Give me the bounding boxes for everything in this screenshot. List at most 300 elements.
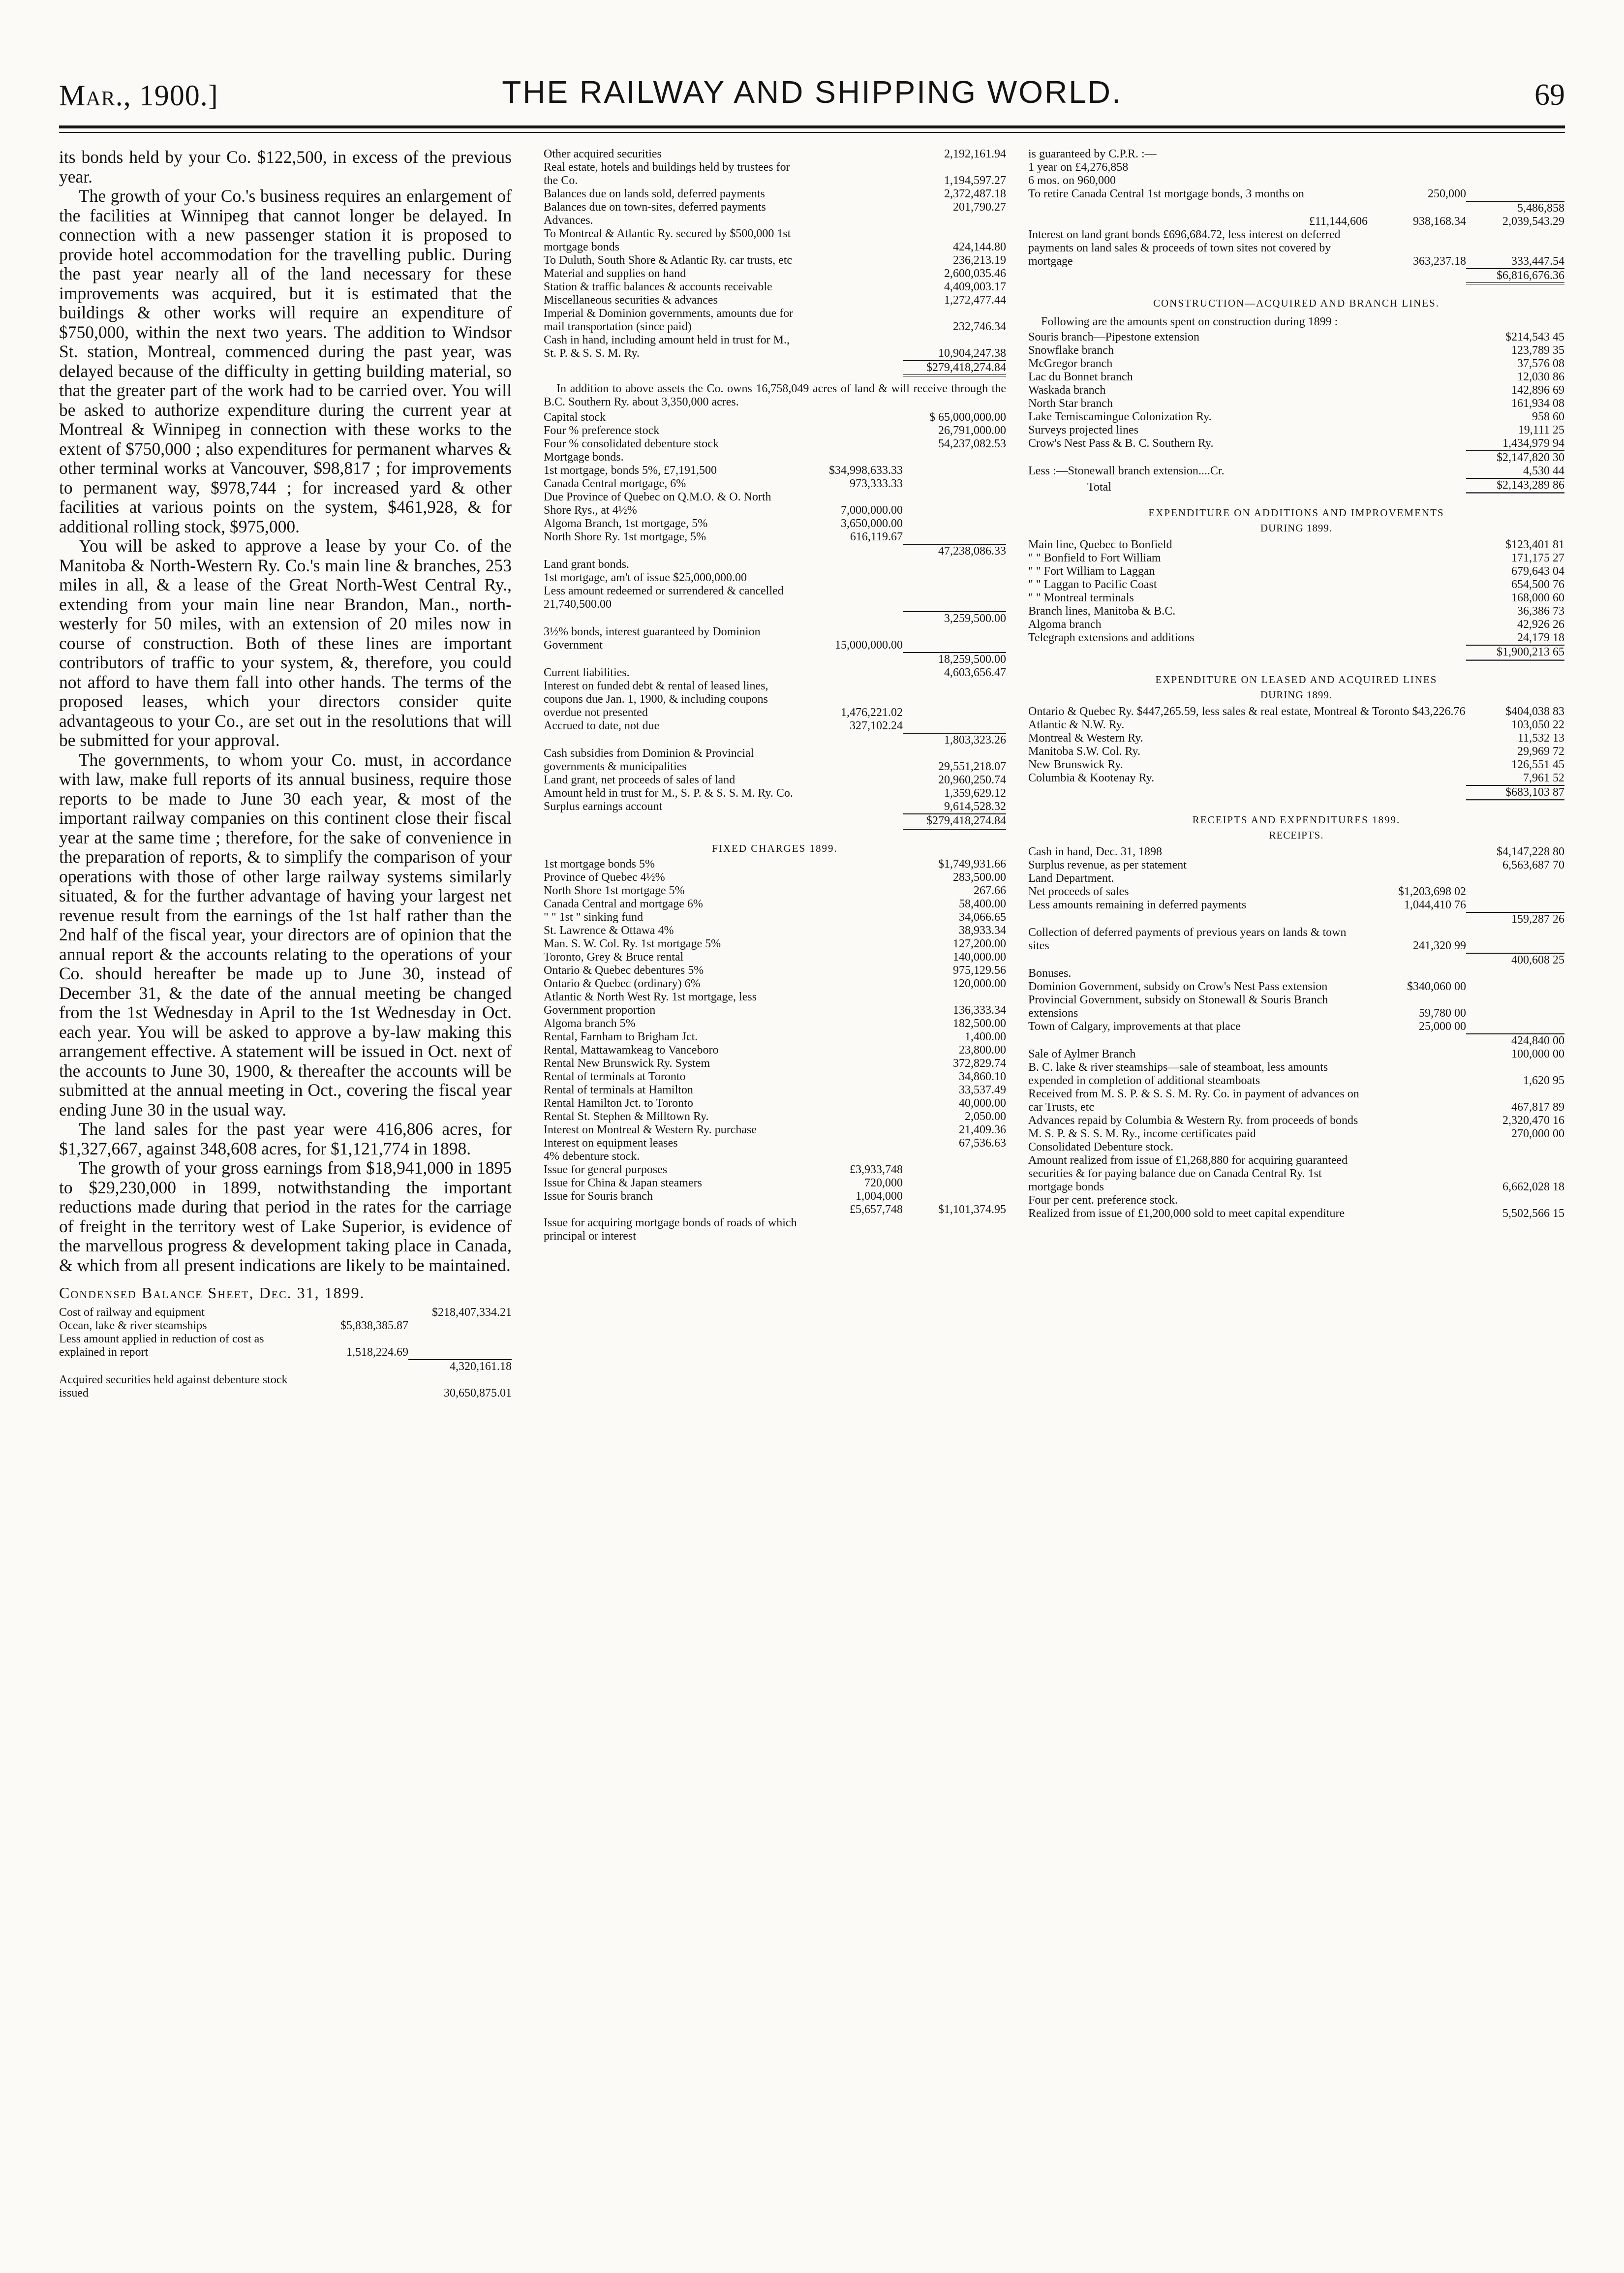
ledger-subamount: 1,518,224.69	[346, 1346, 408, 1359]
ledger-label: Montreal & Western Ry.	[1028, 732, 1143, 745]
ledger-amount: 171,175 27	[1511, 552, 1564, 564]
ledger-amount: 54,237,082.53	[938, 437, 1006, 450]
ledger-label: Ontario & Quebec (ordinary) 6%	[544, 977, 701, 990]
ledger-amount: $404,038 83	[1505, 705, 1564, 718]
ledger-amount: 4,320,161.18	[408, 1359, 512, 1373]
ledger-subamount: $340,060 00	[1407, 980, 1466, 993]
ledger-label: North Shore Ry. 1st mortgage, 5%	[544, 530, 706, 543]
ledger-amount: $1,749,931.66	[938, 858, 1006, 871]
ledger-row	[544, 491, 1006, 517]
ledger-label: Cash in hand, Dec. 31, 1898	[1028, 845, 1162, 858]
ledger-label: M. S. P. & S. S. M. Ry., income certificates paid	[1028, 1127, 1256, 1140]
ledger-label: Four % consolidated debenture stock	[544, 437, 719, 450]
ledger-row	[544, 991, 1006, 1017]
report-paragraph: The growth of your Co.'s business requires an enlargement of the facilities at Winnipeg that cannot longer be delayed. In connection with a new passenger station it is proposed to provide hotel accommodation for the travelling public. During the past year nearly all of the land necessary for these improvements was acquired, but it is estimated that the buildings & other works will require an expenditure of $750,000, within the next two years. The addition to Windsor St. station, Montreal, commenced during the past year, was delayed because of the difficulty in getting building material, so that the greater part of the work had to be carried over. You will be asked to authorize expenditure during the current year at Montreal & Winnipeg in connection with these works to the extent of $750,000 ; also expenditures for permanent wharves & other terminal works at Vancouver, $98,817 ; for improvements to permanent way, $978,744 ; for increased yard & other facilities at various points on the system, $461,928, & for additional rolling stock, $975,000.	[59, 186, 512, 536]
ledger-amount: 34,860.10	[959, 1070, 1006, 1083]
ledger-amount: 2,050.00	[965, 1110, 1006, 1123]
ledger-row	[544, 294, 1006, 307]
ledger-amount: 232,746.34	[953, 320, 1006, 333]
guaranteed-rows	[1028, 148, 1564, 215]
ledger-row	[544, 774, 1006, 787]
ledger-amount: 34,066.65	[959, 911, 1006, 924]
ledger-label: Rental, Mattawamkeag to Vanceboro	[544, 1044, 719, 1057]
ledger-label: is guaranteed by C.P.R. :—	[1028, 148, 1157, 160]
ledger-amount: $123,401 81	[1505, 538, 1564, 551]
total-mid: 938,168.34	[1413, 215, 1466, 228]
ledger-amount: 182,500.00	[953, 1017, 1006, 1030]
ledger-row	[544, 214, 1006, 227]
ledger-label: Telegraph extensions and additions	[1028, 631, 1195, 644]
ledger-row	[1028, 578, 1564, 592]
ledger-amount: 19,111 25	[1518, 424, 1564, 436]
ledger-row	[1028, 885, 1564, 899]
ledger-row	[1028, 1033, 1564, 1048]
fixed-charges-grand-total: $6,816,676.36	[1466, 268, 1564, 284]
report-paragraph: its bonds held by your Co. $122,500, in excess of the previous year.	[59, 147, 512, 187]
ledger-amount: 47,238,086.33	[903, 544, 1006, 558]
assets-rows	[544, 148, 1006, 360]
report-paragraph: You will be asked to approve a lease by your Co. of the Manitoba & North-Western Ry. Co.'s main line & branches, 253 miles in all, & a lease of the Great North-West Central Ry., extending from your main line near Brandon, Man., north-westerly for 50 miles, with an extension of 20 miles now in course of construction. Both of these lines are important contributors of traffic to your system, &, therefore, you could not afford to have them fall into other hands. The terms of the proposed leases, which your directors consider quite advantageous to your Co., are set out in the resolutions that will be submitted for your approval.	[59, 536, 512, 750]
ledger-label: Issue for general purposes	[544, 1163, 668, 1176]
ledger-row	[1028, 980, 1564, 994]
ledger-label: Imperial & Dominion governments, amounts due for mail transportation (since paid)	[544, 307, 794, 333]
ledger-row	[544, 227, 1006, 254]
fixed-charges-total-row	[1028, 268, 1564, 284]
ledger-label: St. Lawrence & Ottawa 4%	[544, 924, 674, 937]
ledger-label: Balances due on town-sites, deferred payments	[544, 201, 766, 214]
ledger-amount: 67,536.63	[959, 1137, 1006, 1150]
ledger-label: Due Province of Quebec on Q.M.O. & O. North Shore Rys., at 4½%	[544, 491, 771, 517]
ledger-label: Ontario & Quebec debentures 5%	[544, 964, 704, 977]
ledger-label: Rental of terminals at Hamilton	[544, 1084, 693, 1096]
ledger-label: Less amount applied in reduction of cost as explained in report	[59, 1333, 264, 1359]
ledger-row	[544, 680, 1006, 719]
ledger-amount: 24,179 18	[1517, 631, 1564, 644]
ledger-row	[1028, 1141, 1564, 1154]
ledger-row	[1028, 872, 1564, 885]
ledger-row	[544, 733, 1006, 747]
ledger-subamount: 363,237.18	[1413, 255, 1466, 268]
ledger-row	[1028, 331, 1564, 344]
ledger-label: Four % preference stock	[544, 424, 660, 437]
ledger-row	[544, 1190, 1006, 1203]
ledger-label: Accrued to date, not due	[544, 719, 660, 732]
ledger-row	[544, 964, 1006, 977]
liabilities-total-row	[544, 813, 1006, 830]
ledger-row	[59, 1373, 512, 1400]
fixed-charges-totals	[1028, 215, 1564, 228]
ledger-amount: 283,500.00	[953, 871, 1006, 884]
ledger-label: Interest on land grant bonds £696,684.72, less interest on deferred payments on land sales & proceeds of town sites not covered by mortgage	[1028, 228, 1341, 268]
ledger-amount: 11,532 13	[1517, 732, 1564, 745]
ledger-amount: 2,600,035.46	[944, 267, 1006, 280]
ledger-subamount: $34,998,633.33	[829, 464, 903, 477]
total-sterling: £11,144,606	[1309, 215, 1368, 228]
ledger-label: Interest on Montreal & Western Ry. purchase	[544, 1123, 757, 1136]
ledger-subamount: $5,838,385.87	[340, 1319, 408, 1332]
lands-note: In addition to above assets the Co. owns 16,758,049 acres of land & will receive through the B.C. Southern Ry. about 3,350,000 acres.	[544, 382, 1006, 408]
ledger-row	[1028, 732, 1564, 745]
ledger-row	[1028, 148, 1564, 161]
ledger-amount: 103,050 22	[1511, 718, 1564, 731]
ledger-label: Consolidated Debenture stock.	[1028, 1141, 1174, 1153]
ledger-label: Four per cent. preference stock.	[1028, 1194, 1178, 1207]
ledger-amount: 1,400.00	[965, 1030, 1006, 1043]
ledger-row	[544, 1150, 1006, 1163]
interest-rows	[1028, 228, 1564, 268]
ledger-label: Cash subsidies from Dominion & Provincial governments & municipalities	[544, 747, 754, 773]
ledger-amount: 40,000.00	[959, 1097, 1006, 1110]
additions-total-row: $1,900,213 65	[1028, 645, 1564, 661]
report-text	[59, 148, 512, 1275]
ledger-amount: 36,386 73	[1517, 605, 1564, 618]
ledger-label: B. C. lake & river steamships—sale of steamboat, less amounts expended in completion of additional steamboats	[1028, 1061, 1328, 1087]
fixed-charges-title: FIXED CHARGES 1899.	[712, 842, 838, 854]
ledger-label: Miscellaneous securities & advances	[544, 294, 718, 307]
ledger-subamount: 7,000,000.00	[841, 504, 903, 517]
ledger-subamount: 3,650,000.00	[841, 517, 903, 530]
ledger-row	[1028, 592, 1564, 605]
ledger-amount: 20,960,250.74	[938, 774, 1006, 786]
ledger-row	[1028, 228, 1564, 268]
ledger-row	[544, 411, 1006, 424]
ledger-row	[1028, 424, 1564, 437]
ledger-row	[544, 187, 1006, 201]
ledger-amount: 267.66	[974, 884, 1006, 897]
ledger-amount: 21,409.36	[959, 1123, 1006, 1136]
ledger-row	[544, 719, 1006, 733]
ledger-amount: 2,320,470 16	[1502, 1114, 1564, 1127]
ledger-label: Balances due on lands sold, deferred payments	[544, 187, 765, 200]
ledger-row	[1028, 845, 1564, 859]
ledger-amount: 58,400.00	[959, 898, 1006, 910]
ledger-label: Other acquired securities	[544, 148, 662, 160]
ledger-label: Bonuses.	[1028, 967, 1072, 980]
ledger-row	[544, 937, 1006, 951]
ledger-label: Man. S. W. Col. Ry. 1st mortgage 5%	[544, 937, 721, 950]
ledger-amount: 10,904,247.38	[938, 347, 1006, 360]
ledger-amount: 29,969 72	[1517, 745, 1564, 758]
ledger-label: To Montreal & Atlantic Ry. secured by $500,000 1st mortgage bonds	[544, 227, 791, 253]
ledger-label: Lake Temiscamingue Colonization Ry.	[1028, 410, 1212, 423]
ledger-amount: 236,213.19	[953, 254, 1006, 267]
ledger-amount: 424,144.80	[953, 241, 1006, 253]
ledger-row	[544, 787, 1006, 800]
ledger-label: Capital stock	[544, 411, 606, 424]
ledger-label: Canada Central and mortgage 6%	[544, 898, 703, 910]
ledger-amount: 26,791,000.00	[938, 424, 1006, 437]
issue-date: Mar., 1900.]	[59, 79, 218, 112]
ledger-row	[544, 1030, 1006, 1044]
ledger-label: Land grant bonds.	[544, 558, 629, 571]
ledger-amount: 9,614,528.32	[944, 800, 1006, 813]
ledger-row	[1028, 618, 1564, 631]
ledger-row	[1028, 718, 1564, 732]
ledger-subamount: 250,000	[1428, 187, 1466, 200]
balance-sheet-title: Condensed Balance Sheet, Dec. 31, 1899.	[59, 1284, 365, 1302]
ledger-label: Material and supplies on hand	[544, 267, 686, 280]
total-dollars: 2,039,543.29	[1502, 215, 1564, 228]
ledger-row	[544, 1163, 1006, 1177]
ledger-amount: 37,576 08	[1517, 357, 1564, 370]
ledger-label: Advances.	[544, 214, 593, 227]
ledger-amount: 400,608 25	[1466, 953, 1564, 967]
ledger-amount: $4,147,228 80	[1497, 845, 1564, 858]
ledger-amount: 136,333.34	[953, 1004, 1006, 1017]
ledger-row	[1028, 705, 1564, 718]
ledger-amount: 424,840 00	[1466, 1033, 1564, 1048]
ledger-label: Provincial Government, subsidy on Stonewall & Souris Branch extensions	[1028, 994, 1328, 1020]
ledger-amount: 120,000.00	[953, 977, 1006, 990]
ledger-label: Columbia & Kootenay Ry.	[1028, 772, 1155, 784]
page-header	[59, 74, 1565, 128]
assets-total-row	[544, 360, 1006, 376]
ledger-subamount: 616,119.67	[850, 530, 903, 543]
ledger-label: Souris branch—Pipestone extension	[1028, 331, 1199, 343]
ledger-row	[544, 625, 1006, 652]
ledger-row	[1028, 371, 1564, 384]
ledger-amount: 159,287 26	[1466, 912, 1564, 926]
ledger-amount: 1,620 95	[1523, 1074, 1564, 1087]
ledger-amount: 2,192,161.94	[944, 148, 1006, 160]
ledger-amount: $218,407,334.21	[432, 1306, 512, 1319]
construction-subtotal-row	[1028, 450, 1564, 465]
ledger-row	[544, 464, 1006, 477]
ledger-label: Amount realized from issue of £1,268,880 for acquiring guaranteed securities & for paying balance due on Canada Central Ry. 1st mortgage bonds	[1028, 1154, 1348, 1193]
receipts-title: RECEIPTS AND EXPENDITURES 1899.	[1192, 814, 1401, 826]
ledger-row	[1028, 357, 1564, 371]
ledger-row	[1028, 1061, 1564, 1088]
ledger-row	[1028, 899, 1564, 912]
ledger-label: Surplus earnings account	[544, 800, 663, 813]
ledger-label: To Duluth, South Shore & Atlantic Ry. car trusts, etc	[544, 254, 793, 267]
balance-sheet-rows	[59, 1306, 512, 1400]
ledger-row	[1028, 161, 1564, 174]
ledger-row	[1028, 758, 1564, 772]
ledger-subamount: 720,000	[864, 1177, 903, 1189]
ledger-row	[1028, 201, 1564, 215]
ledger-amount: 4,603,656.47	[944, 666, 1006, 679]
ledger-label: Rental of terminals at Toronto	[544, 1070, 686, 1083]
ledger-amount: 1,272,477.44	[944, 294, 1006, 307]
ledger-label: Issue for China & Japan steamers	[544, 1177, 702, 1189]
ledger-row	[544, 517, 1006, 530]
ledger-row	[544, 161, 1006, 187]
ledger-label: 3½% bonds, interest guaranteed by Dominion Government	[544, 625, 761, 652]
ledger-row	[1028, 967, 1564, 980]
ledger-label: Rental, Farnham to Brigham Jct.	[544, 1030, 698, 1043]
ledger-amount: 2,372,487.18	[944, 187, 1006, 200]
ledger-row	[544, 1177, 1006, 1190]
ledger-label: North Star branch	[1028, 397, 1113, 410]
ledger-row	[544, 611, 1006, 625]
ledger-row	[544, 307, 1006, 334]
ledger-label: Interest on funded debt & rental of leased lines, coupons due Jan. 1, 1900, & including coupons overdue not presented	[544, 680, 768, 719]
ledger-amount: 100,000 00	[1511, 1048, 1564, 1060]
ledger-row	[544, 924, 1006, 937]
ledger-row	[1028, 1114, 1564, 1127]
ledger-label: Land grant, net proceeds of sales of land	[544, 774, 735, 786]
leased-title: EXPENDITURE ON LEASED AND ACQUIRED LINES	[1155, 674, 1438, 685]
ledger-label: Cost of railway and equipment	[59, 1306, 205, 1319]
ledger-amount: 654,500 76	[1511, 578, 1564, 591]
ledger-row	[1028, 1207, 1564, 1220]
ledger-label: Ontario & Quebec Ry. $447,265.59, less sales & real estate, Montreal & Toronto $43,226.76	[1028, 705, 1466, 718]
ledger-label: " " Fort William to Laggan	[1028, 565, 1155, 578]
ledger-label: Interest on equipment leases	[544, 1137, 678, 1150]
ledger-row	[1028, 552, 1564, 565]
ledger-amount: 168,000 60	[1511, 592, 1564, 604]
ledger-label: Rental St. Stephen & Milltown Ry.	[544, 1110, 709, 1123]
ledger-label: Atlantic & North West Ry. 1st mortgage, less Government proportion	[544, 991, 757, 1017]
ledger-label: 1st mortgage, am't of issue $25,000,000.00	[544, 571, 747, 584]
ledger-row	[544, 898, 1006, 911]
ledger-subamount: 1,476,221.02	[841, 706, 903, 719]
ledger-label: Crow's Nest Pass & B. C. Southern Ry.	[1028, 437, 1214, 450]
ledger-row	[1028, 745, 1564, 758]
ledger-row	[544, 1044, 1006, 1057]
ledger-row	[1028, 1088, 1564, 1114]
ledger-amount: 975,129.56	[953, 964, 1006, 977]
ledger-amount: 1,359,629.12	[944, 787, 1006, 800]
construction-less-row: Less :—Stonewall branch extension....Cr. 4,530 44	[1028, 465, 1564, 477]
ledger-label: New Brunswick Ry.	[1028, 758, 1123, 771]
leased-total-row: $683,103 87	[1028, 785, 1564, 801]
ledger-label: Net proceeds of sales	[1028, 885, 1129, 898]
ledger-label: 1st mortgage bonds 5%	[544, 858, 655, 871]
ledger-subamount: 25,000 00	[1419, 1020, 1466, 1033]
column-2	[544, 148, 1006, 1243]
ledger-row	[1028, 859, 1564, 872]
ledger-row	[59, 1319, 512, 1333]
ledger-amount: 7,961 52	[1523, 772, 1564, 784]
receipts-subtitle: RECEIPTS.	[1269, 829, 1324, 841]
ledger-label: Issue for acquiring mortgage bonds of roads of which principal or interest	[544, 1216, 797, 1243]
ledger-label: Lac du Bonnet branch	[1028, 371, 1133, 383]
ledger-row	[544, 280, 1006, 294]
report-paragraph: The land sales for the past year were 416,806 acres, for $1,327,667, against 348,608 acres, for $1,121,774 in 1898.	[59, 1119, 512, 1158]
ledger-row	[544, 1203, 1006, 1216]
ledger-subamount: 1,044,410 76	[1404, 899, 1466, 911]
ledger-row	[1028, 397, 1564, 410]
ledger-amount: 372,829.74	[953, 1057, 1006, 1070]
ledger-subamount: 973,333.33	[850, 477, 903, 490]
ledger-label: Realized from issue of £1,200,000 sold to meet capital expenditure	[1028, 1207, 1345, 1220]
ledger-label: Algoma branch	[1028, 618, 1102, 631]
ledger-label: Less amounts remaining in deferred payments	[1028, 899, 1247, 911]
ledger-row	[544, 871, 1006, 884]
assets-total: $279,418,274.84	[903, 360, 1006, 376]
ledger-row	[544, 1097, 1006, 1110]
receipts-rows	[1028, 845, 1564, 1220]
ledger-row	[544, 800, 1006, 813]
ledger-row	[59, 1333, 512, 1359]
ledger-amount: 142,896 69	[1511, 384, 1564, 397]
ledger-amount: $1,101,374.95	[938, 1203, 1006, 1216]
ledger-amount: 127,200.00	[953, 937, 1006, 950]
ledger-amount: 29,551,218.07	[938, 760, 1006, 773]
liabilities-rows	[544, 411, 1006, 813]
ledger-label: Ocean, lake & river steamships	[59, 1319, 207, 1332]
ledger-label: Province of Quebec 4½%	[544, 871, 665, 884]
ledger-row	[1028, 1020, 1564, 1033]
report-paragraph: The growth of your gross earnings from $18,941,000 in 1895 to $29,230,000 in 1899, notwithstanding the important reductions made during that period in the rates for the carriage of freight in the territory west of Lake Superior, is evidence of the marvellous progress & development taking place in Canada, & which from all present indications are likely to be maintained.	[59, 1158, 512, 1275]
ledger-subamount: 59,780 00	[1419, 1007, 1466, 1020]
ledger-amount: 38,933.34	[959, 924, 1006, 937]
ledger-row	[1028, 384, 1564, 397]
ledger-label: 1st mortgage, bonds 5%, £7,191,500	[544, 464, 717, 477]
ledger-row	[1028, 1154, 1564, 1194]
leased-rows	[1028, 705, 1564, 785]
ledger-row	[1028, 772, 1564, 785]
ledger-label: Collection of deferred payments of previous years on lands & town sites	[1028, 926, 1347, 952]
ledger-label: Algoma branch 5%	[544, 1017, 636, 1030]
ledger-row	[59, 1359, 512, 1373]
ledger-amount: 42,926 26	[1517, 618, 1564, 631]
construction-rows	[1028, 331, 1564, 450]
ledger-amount: 5,486,858	[1466, 201, 1564, 215]
ledger-amount: 161,934 08	[1511, 397, 1564, 410]
ledger-amount: 467,817 89	[1511, 1101, 1564, 1114]
ledger-row	[544, 1057, 1006, 1070]
ledger-label: Algoma Branch, 1st mortgage, 5%	[544, 517, 708, 530]
ledger-label: " " Bonfield to Fort William	[1028, 552, 1161, 564]
publication-title: THE RAILWAY AND SHIPPING WORLD.	[502, 74, 1122, 110]
ledger-row	[544, 254, 1006, 267]
ledger-label: Town of Calgary, improvements at that place	[1028, 1020, 1241, 1033]
ledger-label: Toronto, Grey & Bruce rental	[544, 951, 684, 964]
ledger-subamount: 1,004,000	[856, 1190, 903, 1203]
ledger-label: Current liabilities.	[544, 666, 630, 679]
ledger-subamount: $1,203,698 02	[1398, 885, 1466, 898]
ledger-subamount: £5,657,748	[850, 1203, 903, 1216]
ledger-label: Sale of Aylmer Branch	[1028, 1048, 1136, 1060]
ledger-row	[1028, 926, 1564, 953]
ledger-row	[1028, 1194, 1564, 1207]
ledger-row	[1028, 410, 1564, 424]
ledger-amount: 679,643 04	[1511, 565, 1564, 578]
ledger-amount: 23,800.00	[959, 1044, 1006, 1057]
ledger-amount: $214,543 45	[1505, 331, 1564, 343]
additions-title: EXPENDITURE ON ADDITIONS AND IMPROVEMENTS	[1148, 507, 1444, 519]
ledger-row	[1028, 174, 1564, 187]
ledger-label: Dominion Government, subsidy on Crow's Nest Pass extension	[1028, 980, 1328, 993]
ledger-row	[544, 1123, 1006, 1137]
ledger-label: " " Laggan to Pacific Coast	[1028, 578, 1157, 591]
ledger-amount: 33,537.49	[959, 1084, 1006, 1096]
ledger-row	[544, 267, 1006, 280]
ledger-row	[1028, 187, 1564, 201]
ledger-label: 1 year on £4,276,858	[1028, 161, 1129, 174]
ledger-amount: 126,551 45	[1511, 758, 1564, 771]
ledger-row	[544, 477, 1006, 491]
ledger-label: Rental New Brunswick Ry. System	[544, 1057, 710, 1070]
additions-subtitle: DURING 1899.	[1260, 522, 1333, 534]
ledger-amount: 30,650,875.01	[444, 1387, 512, 1400]
ledger-row	[544, 977, 1006, 991]
ledger-amount: 140,000.00	[953, 951, 1006, 964]
ledger-row	[544, 666, 1006, 680]
ledger-label: 4% debenture stock.	[544, 1150, 640, 1163]
ledger-row	[544, 1017, 1006, 1030]
ledger-amount: 6,662,028 18	[1502, 1181, 1564, 1193]
ledger-label: To retire Canada Central 1st mortgage bonds, 3 months on	[1028, 187, 1304, 200]
ledger-label: " " Montreal terminals	[1028, 592, 1134, 604]
ledger-label: McGregor branch	[1028, 357, 1113, 370]
ledger-row	[544, 652, 1006, 666]
ledger-label: Snowflake branch	[1028, 344, 1114, 357]
construction-title: CONSTRUCTION—ACQUIRED AND BRANCH LINES.	[1153, 297, 1440, 309]
